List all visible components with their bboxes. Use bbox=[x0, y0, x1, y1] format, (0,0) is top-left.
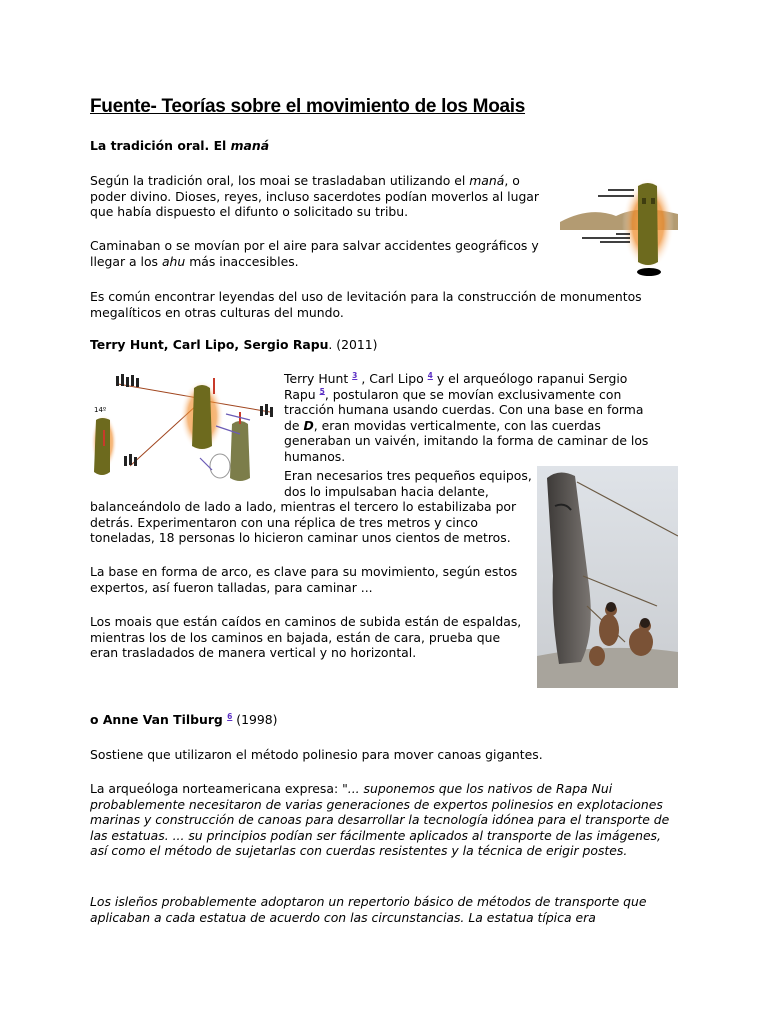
text: La arqueóloga norteamericana expresa: bbox=[90, 781, 343, 796]
text: y el arqueólogo rapanui Sergio Rapu bbox=[284, 371, 628, 402]
paragraph-van-tilburg-3 bbox=[90, 894, 680, 925]
paragraph-mana-3: Es común encontrar leyendas del uso de levitación para la construcción de monumentos megalíticos en otras culturas del mundo. bbox=[90, 289, 642, 320]
walking-moai-diagram bbox=[90, 368, 282, 492]
text: , Carl Lipo bbox=[357, 371, 428, 386]
paragraph-hunt-lipo-4: Los moais que están caídos en caminos de subida están de espaldas, mientras los de los caminos en bajada, están de cara, prueba que eran trasladados de manera vertical y no horizontal. bbox=[90, 614, 522, 660]
footnote-link-4[interactable]: 4 bbox=[427, 370, 433, 380]
paragraph-van-tilburg-1: Sostiene que utilizaron el método polinesio para mover canoas gigantes. bbox=[90, 747, 543, 762]
paragraph-van-tilburg-2 bbox=[90, 781, 680, 859]
text: más inaccesibles. bbox=[185, 253, 299, 269]
page-title: Fuente- Teorías sobre el movimiento de los Moais bbox=[90, 96, 526, 117]
section-heading-van-tilburg bbox=[90, 712, 277, 728]
quote: "... suponemos que los nativos de Rapa Nui probablemente necesitaron de varias generaciones de expertos polinesios en explotaciones marinas y construcción de canoas para desarrollar la tecnología idónea para el transporte de las estatuas. ... su principios podían ser fácilmente aplicados al transporte de las imágenes, así como el método de sujetarlas con cuerdas resistentes y la técnica de erigir postes. bbox=[90, 781, 670, 858]
figure-angle-label: 14º bbox=[94, 406, 107, 414]
section-heading-mana bbox=[90, 138, 269, 154]
text: , eran movidas verticalmente, con las cuerdas generaban un vaivén, imitando la forma de caminar de los humanos. bbox=[284, 417, 649, 464]
heading-year: . (2011) bbox=[328, 337, 378, 352]
text: Según la tradición oral, los moai se trasladaban utilizando el bbox=[90, 173, 470, 188]
paragraph-hunt-lipo-3: La base en forma de arco, es clave para su movimiento, según estos expertos, así fueron talladas, para caminar ... bbox=[90, 564, 518, 595]
heading-author: o Anne Van Tilburg bbox=[90, 712, 228, 727]
heading-emphasis: maná bbox=[230, 138, 270, 153]
paragraph-mana-1 bbox=[90, 173, 552, 220]
paragraph-mana-2 bbox=[90, 238, 552, 269]
text: Terry Hunt bbox=[284, 371, 353, 386]
footnote-link-3[interactable]: 3 bbox=[352, 370, 358, 380]
moai-pulling-illustration bbox=[537, 466, 678, 688]
quote: Los isleños probablemente adoptaron un repertorio básico de métodos de transporte que aplicaban a cada estatua de acuerdo con las circunstancias. La estatua típica era bbox=[90, 894, 647, 925]
text: Eran necesarios tres pequeños equipos, bbox=[284, 468, 532, 483]
paragraph-hunt-lipo-1 bbox=[284, 371, 654, 464]
floating-moai-image bbox=[560, 172, 678, 278]
text: dos lo impulsaban hacia delante, bbox=[284, 483, 489, 499]
paragraph-hunt-lipo-2-start bbox=[284, 468, 536, 499]
footnote-link-5[interactable]: 5 bbox=[319, 386, 325, 396]
heading-year: (1998) bbox=[232, 712, 278, 727]
paragraph-hunt-lipo-2-rest: balanceándolo de lado a lado, mientras el tercero lo estabilizaba por detrás. Experimentaron con una réplica de tres metros y cinco toneladas, 18 personas lo hicieron caminar unos cientos de metros. bbox=[90, 499, 517, 545]
footnote-link-6[interactable]: 6 bbox=[227, 711, 233, 721]
bold-letter-d: D bbox=[303, 417, 314, 433]
heading-text: La tradición oral. El bbox=[90, 138, 231, 153]
text: , postularon que se movían exclusivamente con tracción humana usando cuerdas. Con una base en forma de bbox=[284, 386, 644, 433]
emphasis: ahu bbox=[161, 253, 186, 269]
text: , o poder divino. Dioses, reyes, incluso sacerdotes podían moverlos al lugar que había dispuesto el difunto o solicitado su tribu. bbox=[90, 173, 539, 219]
section-heading-hunt-lipo bbox=[90, 337, 378, 353]
emphasis: maná bbox=[469, 173, 505, 188]
heading-authors: Terry Hunt, Carl Lipo, Sergio Rapu bbox=[90, 337, 329, 352]
text: Caminaban o se movían por el aire para salvar accidentes geográficos y llegar a los bbox=[90, 238, 539, 269]
